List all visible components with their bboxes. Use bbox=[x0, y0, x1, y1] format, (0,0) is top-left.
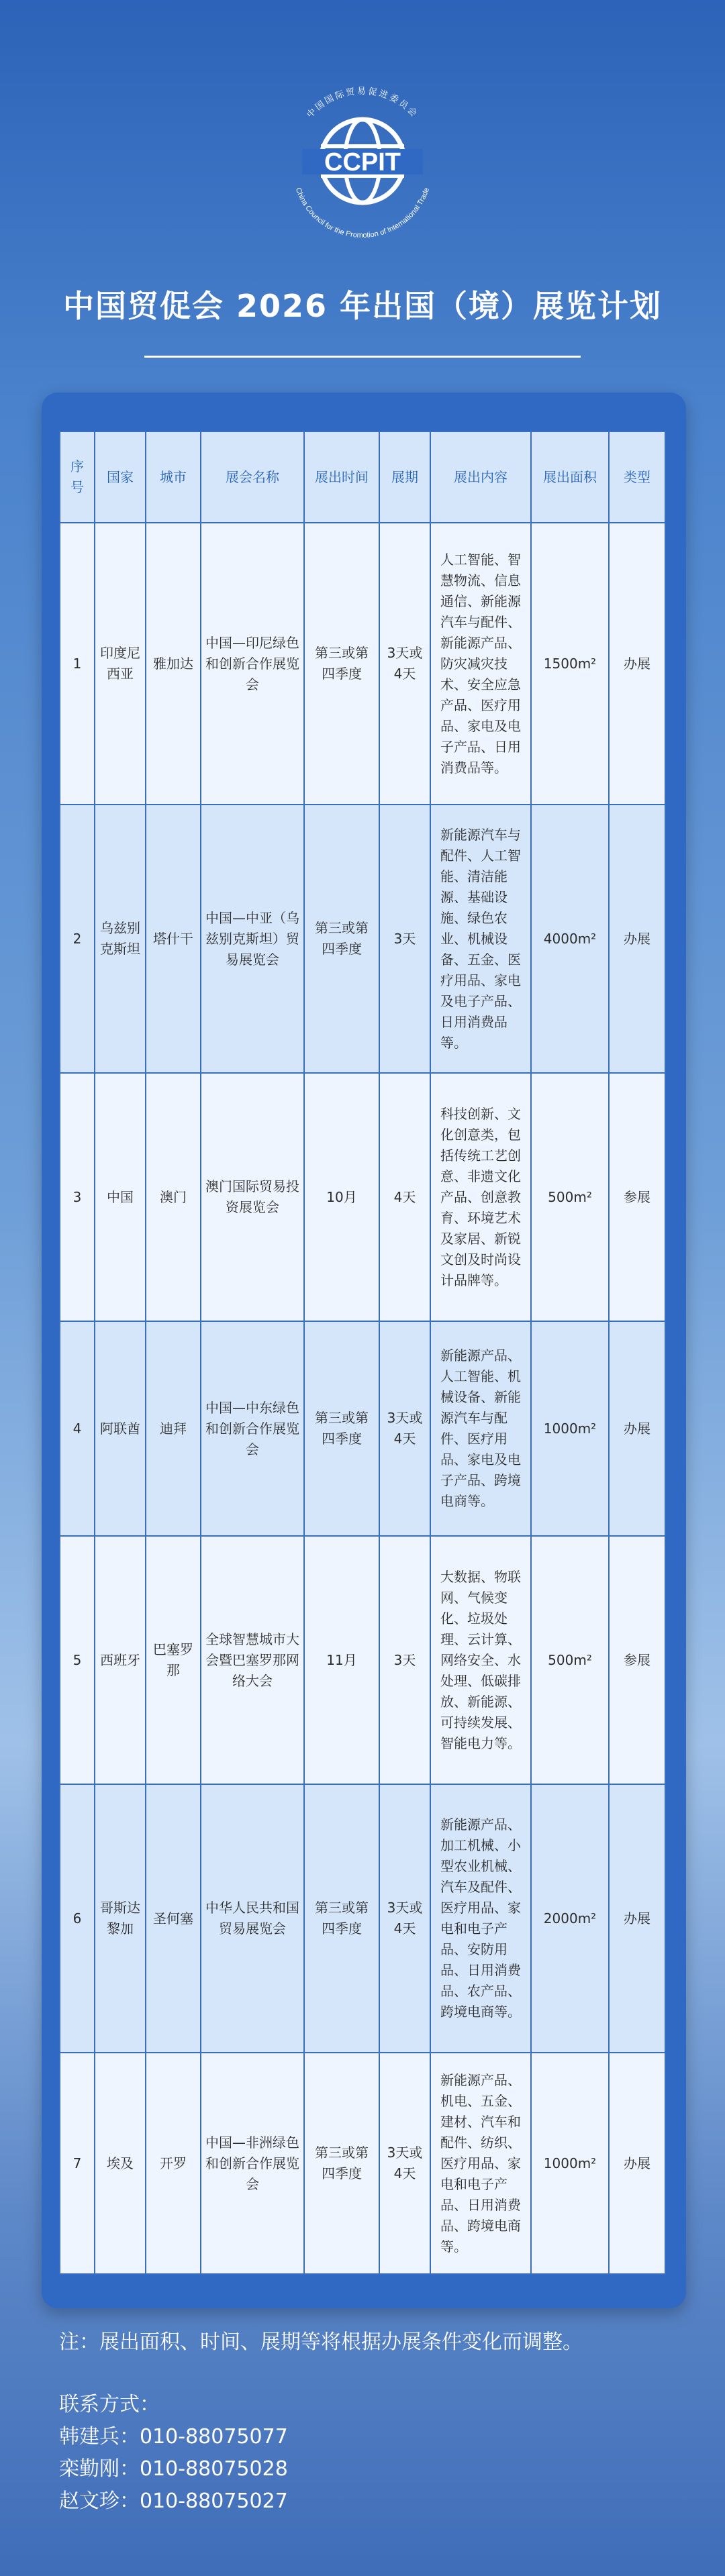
cell-type: 参展 bbox=[609, 1536, 665, 1784]
cell-name: 中国—非洲绿色和创新合作展览会 bbox=[201, 2053, 304, 2274]
cell-city: 塔什干 bbox=[146, 805, 201, 1073]
header-name: 展会名称 bbox=[201, 431, 304, 523]
cell-type: 办展 bbox=[609, 1784, 665, 2053]
cell-content: 新能源产品、人工智能、机械设备、新能源汽车与配件、医疗用品、家电及电子产品、跨境电商等。 bbox=[430, 1321, 531, 1536]
table-header-row bbox=[60, 431, 665, 523]
cell-duration: 3天或4天 bbox=[379, 2053, 430, 2274]
logo-arc-cn: 中国国际贸易促进委员会 bbox=[305, 87, 420, 121]
page-title: 中国贸促会 2026 年出国（境）展览计划 bbox=[62, 288, 663, 324]
exhibition-table bbox=[59, 431, 666, 2275]
contact-person: 韩建兵：010-88075077 bbox=[59, 2425, 288, 2449]
cell-time: 第三或第四季度 bbox=[304, 523, 379, 805]
table-row bbox=[60, 805, 665, 1073]
header-type: 类型 bbox=[609, 431, 665, 523]
cell-area: 2000m² bbox=[531, 1784, 609, 2053]
cell-area: 500m² bbox=[531, 1073, 609, 1321]
cell-no: 4 bbox=[60, 1321, 95, 1536]
table-row bbox=[60, 523, 665, 805]
contact-person: 栾勤刚：010-88075028 bbox=[59, 2457, 288, 2481]
cell-time: 第三或第四季度 bbox=[304, 1784, 379, 2053]
contact-person: 赵文珍：010-88075027 bbox=[59, 2489, 288, 2513]
cell-city: 迪拜 bbox=[146, 1321, 201, 1536]
cell-country: 印度尼西亚 bbox=[95, 523, 146, 805]
cell-country: 西班牙 bbox=[95, 1536, 146, 1784]
cell-content: 人工智能、智慧物流、信息通信、新能源汽车与配件、新能源产品、防灾减灾技术、安全应急产品、医疗用品、家电及电子产品、日用消费品等。 bbox=[430, 523, 531, 805]
cell-no: 7 bbox=[60, 2053, 95, 2274]
cell-city: 澳门 bbox=[146, 1073, 201, 1321]
cell-duration: 3天或4天 bbox=[379, 1784, 430, 2053]
cell-no: 2 bbox=[60, 805, 95, 1073]
cell-type: 办展 bbox=[609, 1321, 665, 1536]
cell-city: 雅加达 bbox=[146, 523, 201, 805]
cell-area: 1000m² bbox=[531, 2053, 609, 2274]
svg-text:中国国际贸易促进委员会 bbox=[305, 87, 420, 120]
cell-content: 科技创新、文化创意类，包括传统工艺创意、非遗文化产品、创意教育、环境艺术及家居、新锐文创及时尚设计品牌等。 bbox=[430, 1073, 531, 1321]
footnote: 注：展出面积、时间、展期等将根据办展条件变化而调整。 bbox=[59, 2330, 583, 2354]
cell-no: 3 bbox=[60, 1073, 95, 1321]
cell-country: 中国 bbox=[95, 1073, 146, 1321]
header-duration: 展期 bbox=[379, 431, 430, 523]
cell-duration: 3天 bbox=[379, 805, 430, 1073]
cell-city: 圣何塞 bbox=[146, 1784, 201, 2053]
cell-name: 全球智慧城市大会暨巴塞罗那网络大会 bbox=[201, 1536, 304, 1784]
contact-heading: 联系方式： bbox=[59, 2393, 160, 2416]
contact-section bbox=[59, 2389, 288, 2518]
cell-no: 1 bbox=[60, 523, 95, 805]
logo-text: CCPIT bbox=[324, 148, 401, 176]
svg-text:China Council for the Promotio bbox=[294, 187, 431, 240]
cell-country: 阿联酋 bbox=[95, 1321, 146, 1536]
cell-name: 中国—中东绿色和创新合作展览会 bbox=[201, 1321, 304, 1536]
cell-time: 10月 bbox=[304, 1073, 379, 1321]
cell-name: 中华人民共和国贸易展览会 bbox=[201, 1784, 304, 2053]
cell-content: 新能源汽车与配件、人工智能、清洁能源、基础设施、绿色农业、机械设备、五金、医疗用品、家电及电子产品、日用消费品等。 bbox=[430, 805, 531, 1073]
cell-name: 澳门国际贸易投资展览会 bbox=[201, 1073, 304, 1321]
cell-type: 办展 bbox=[609, 805, 665, 1073]
cell-content: 新能源产品、机电、五金、建材、汽车和配件、纺织、医疗用品、家电和电子产品、日用消费品、跨境电商等。 bbox=[430, 2053, 531, 2274]
cell-area: 4000m² bbox=[531, 805, 609, 1073]
cell-duration: 4天 bbox=[379, 1073, 430, 1321]
header-country: 国家 bbox=[95, 431, 146, 523]
cell-content: 新能源产品、加工机械、小型农业机械、汽车及配件、医疗用品、家电和电子产品、安防用品、日用消费品、农产品、跨境电商等。 bbox=[430, 1784, 531, 2053]
cell-area: 1000m² bbox=[531, 1321, 609, 1536]
header-area: 展出面积 bbox=[531, 431, 609, 523]
exhibition-table-container bbox=[59, 431, 665, 2264]
cell-type: 参展 bbox=[609, 1073, 665, 1321]
header-content: 展出内容 bbox=[430, 431, 531, 523]
cell-time: 第三或第四季度 bbox=[304, 2053, 379, 2274]
table-row bbox=[60, 1073, 665, 1321]
table-row bbox=[60, 2053, 665, 2274]
cell-duration: 3天 bbox=[379, 1536, 430, 1784]
cell-time: 11月 bbox=[304, 1536, 379, 1784]
ccpit-logo bbox=[0, 74, 725, 262]
cell-duration: 3天或4天 bbox=[379, 523, 430, 805]
cell-area: 500m² bbox=[531, 1536, 609, 1784]
cell-country: 哥斯达黎加 bbox=[95, 1784, 146, 2053]
cell-time: 第三或第四季度 bbox=[304, 1321, 379, 1536]
cell-no: 6 bbox=[60, 1784, 95, 2053]
header-city: 城市 bbox=[146, 431, 201, 523]
table-row bbox=[60, 1536, 665, 1784]
cell-duration: 3天或4天 bbox=[379, 1321, 430, 1536]
cell-type: 办展 bbox=[609, 523, 665, 805]
cell-country: 乌兹别克斯坦 bbox=[95, 805, 146, 1073]
cell-city: 巴塞罗那 bbox=[146, 1536, 201, 1784]
cell-no: 5 bbox=[60, 1536, 95, 1784]
cell-content: 大数据、物联网、气候变化、垃圾处理、云计算、网络安全、水处理、低碳排放、新能源、可持续发展、智能电力等。 bbox=[430, 1536, 531, 1784]
cell-time: 第三或第四季度 bbox=[304, 805, 379, 1073]
title-divider bbox=[144, 356, 581, 358]
cell-name: 中国—中亚（乌兹别克斯坦）贸易展览会 bbox=[201, 805, 304, 1073]
header-no: 序号 bbox=[60, 431, 95, 523]
cell-name: 中国—印尼绿色和创新合作展览会 bbox=[201, 523, 304, 805]
table-row bbox=[60, 1784, 665, 2053]
logo-arc-en: China Council for the Promotion of International Trade bbox=[293, 187, 432, 240]
cell-country: 埃及 bbox=[95, 2053, 146, 2274]
cell-area: 1500m² bbox=[531, 523, 609, 805]
cell-city: 开罗 bbox=[146, 2053, 201, 2274]
ccpit-emblem-icon bbox=[275, 74, 450, 248]
cell-type: 办展 bbox=[609, 2053, 665, 2274]
table-row bbox=[60, 1321, 665, 1536]
header-time: 展出时间 bbox=[304, 431, 379, 523]
